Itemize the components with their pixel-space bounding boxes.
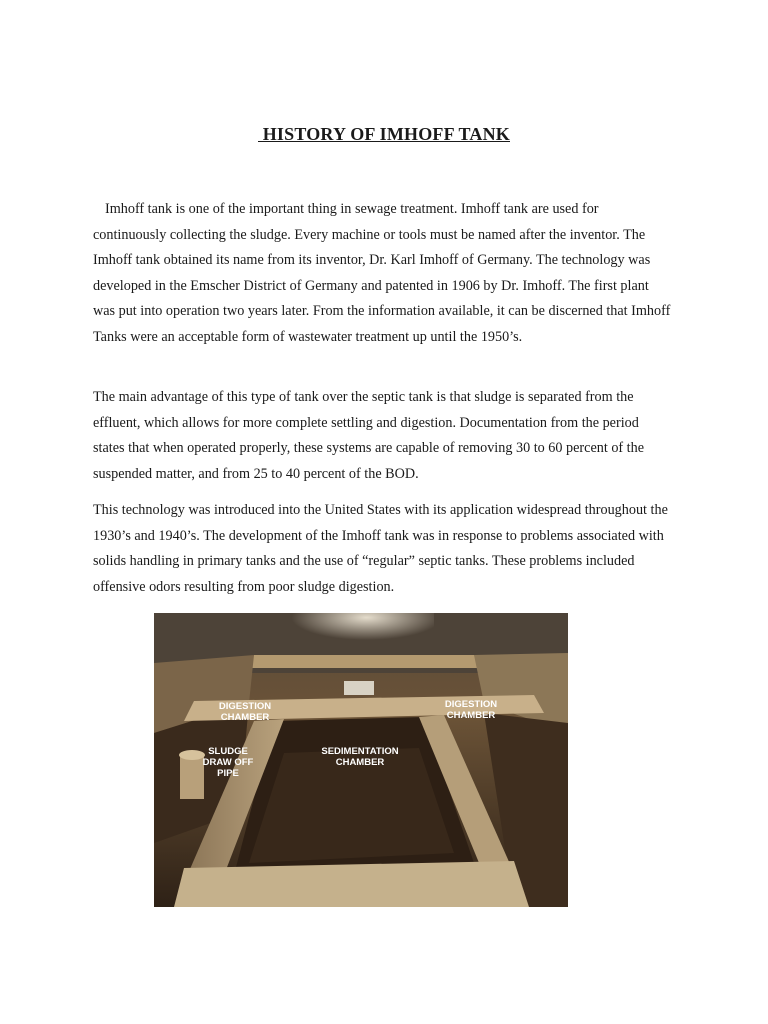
paragraph-advantage: The main advantage of this type of tank over the septic tank is that sludge is separated from the effluent, which allows for more complete settling and digestion. Documentation from the period states that when operated properly, these systems are capable of removing 30 to 60 percent of the suspended matter, and from 25 to 40 percent of the BOD. [93, 389, 645, 482]
label-digestion-right-1: DIGESTION [444, 699, 498, 710]
label-digestion-left-2: CHAMBER [220, 712, 270, 723]
imhoff-tank-photo [154, 613, 568, 907]
sludge-pipe [180, 755, 204, 799]
paragraph-history: Imhoff tank is one of the important thing in sewage treatment. Imhoff tank are used for continuously collecting the sludge. Every machine or tools must be named after the inventor. The Imhoff tank obtained its name from its inventor, Dr. Karl Imhoff of Germany. The technology was developed in the Emscher District of Germany and patented in 1906 by Dr. Imhoff. The first plant was put into operation two years later. From the information available, it can be discerned that Imhoff Tanks were an acceptable form of wastewater treatment up until the 1950’s. [93, 201, 671, 345]
label-digestion-left-1: DIGESTION [218, 701, 272, 712]
label-digestion-right-2: CHAMBER [446, 710, 496, 721]
window-light [284, 613, 434, 658]
label-sedimentation-1: SEDIMENTATION [321, 746, 399, 757]
label-sedimentation-2: CHAMBER [335, 757, 385, 768]
far-wall [249, 655, 484, 668]
concrete-block [344, 681, 374, 695]
document-title: HISTORY OF IMHOFF TANK [258, 124, 510, 144]
paragraph-united-states: This technology was introduced into the United States with its application widespread throughout the 1930’s and 1940’s. The development of the Imhoff tank was in response to problems associated with solids handling in primary tanks and the use of “regular” septic tanks. These problems included offensive odors resulting from poor sludge digestion. [93, 502, 668, 595]
label-sludge-1: SLUDGE [208, 746, 248, 757]
label-sludge-2: DRAW OFF [202, 757, 254, 768]
front-wall [174, 861, 529, 907]
label-sludge-3: PIPE [217, 768, 239, 779]
